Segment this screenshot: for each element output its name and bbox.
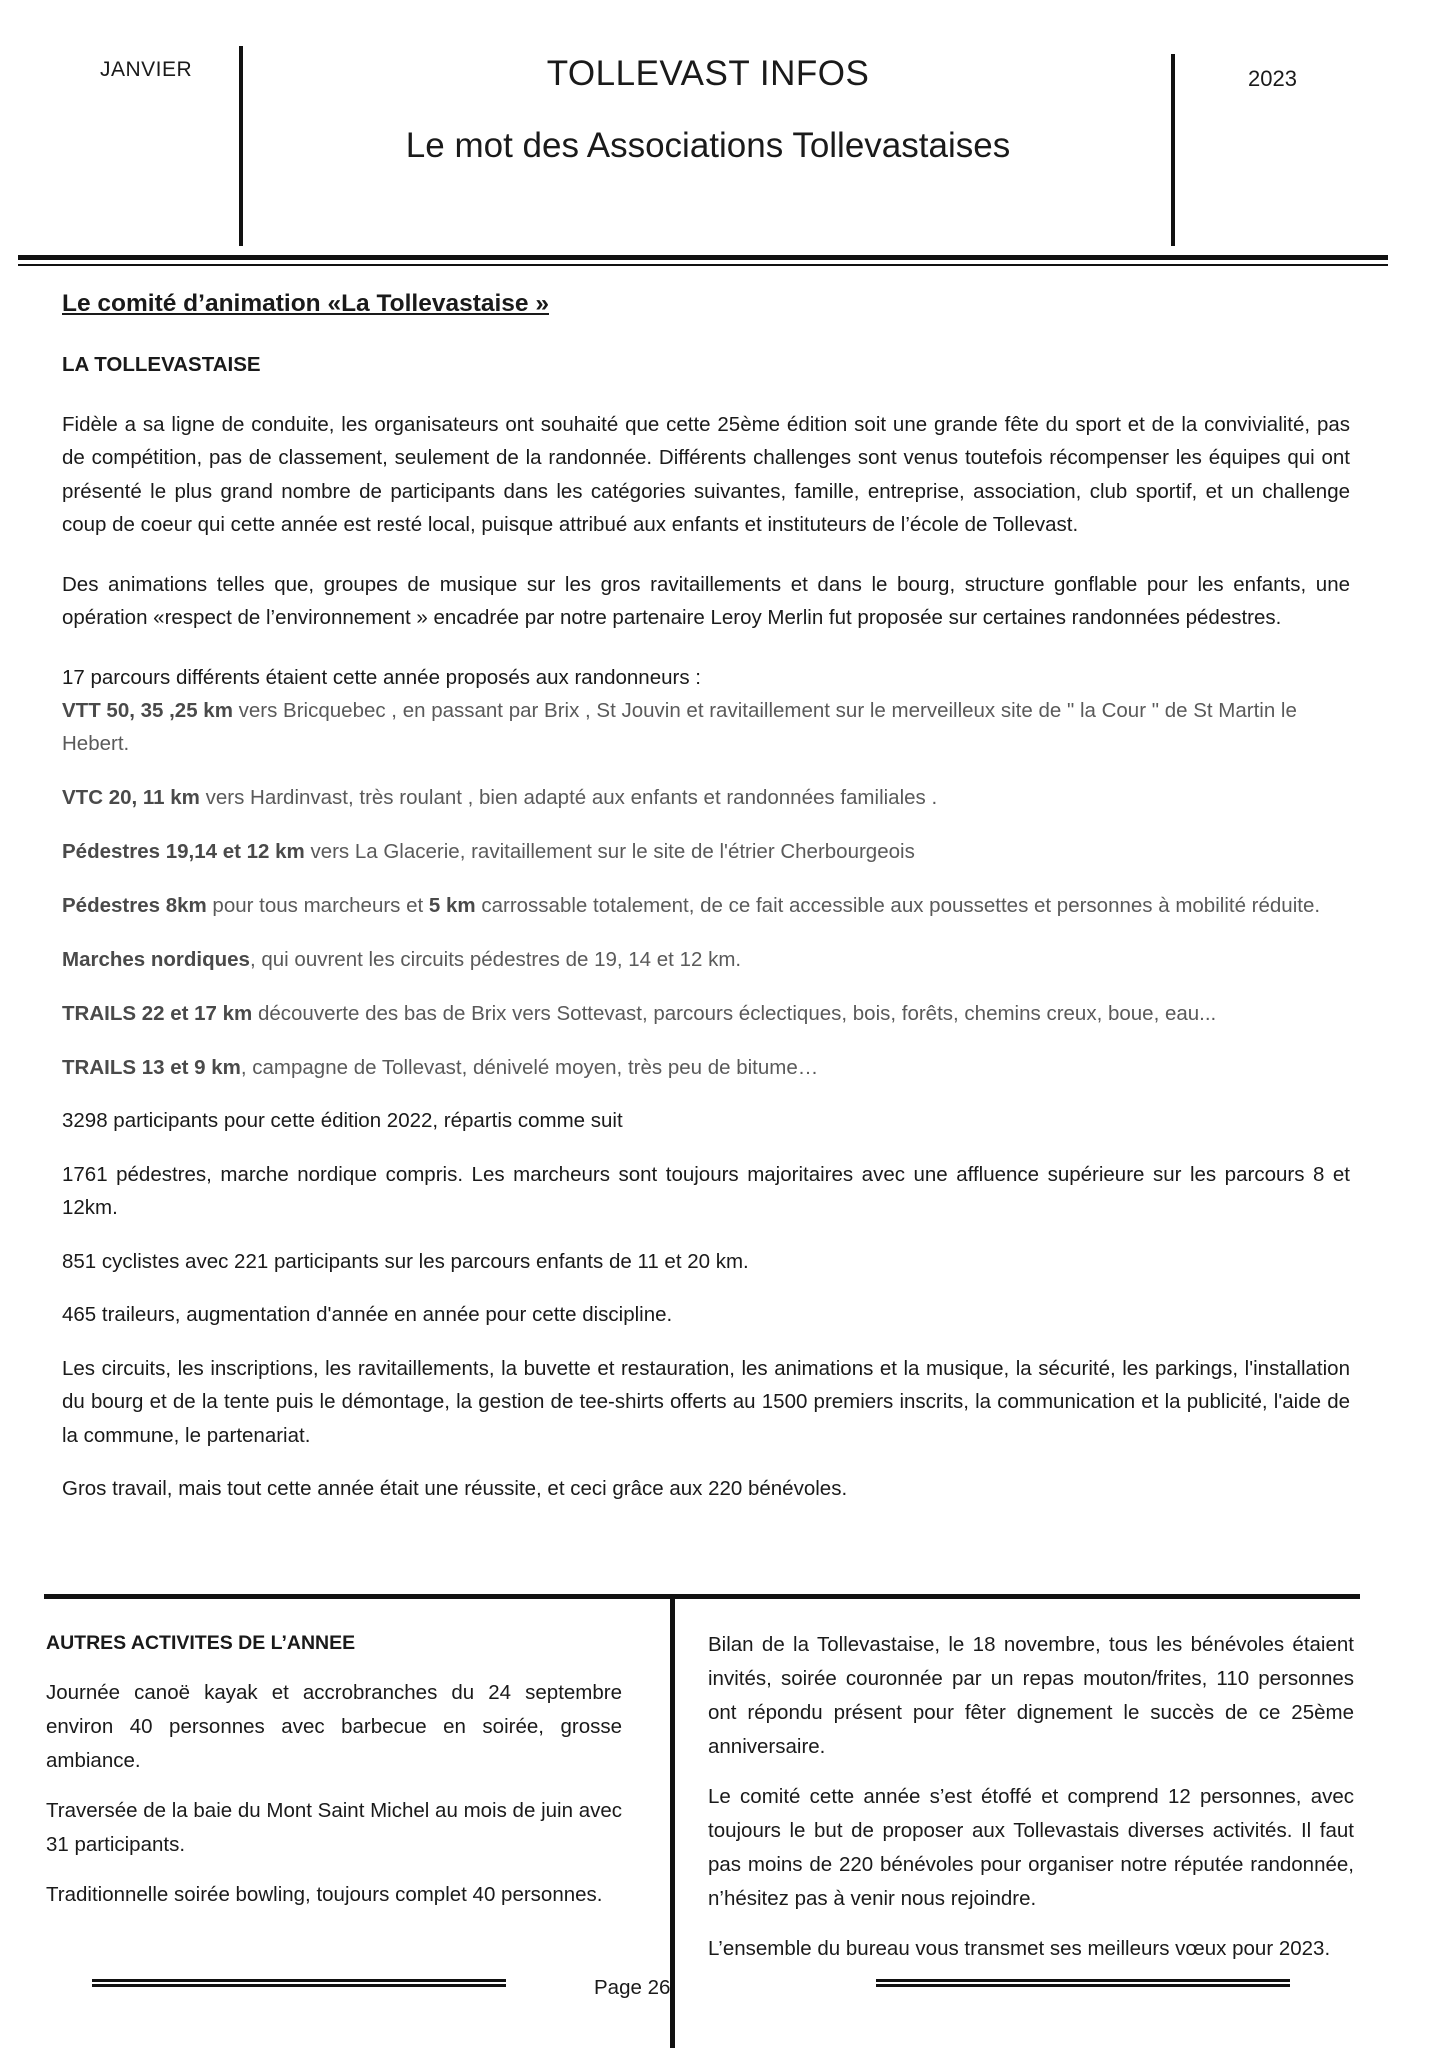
page-title: TOLLEVAST INFOS: [546, 54, 870, 93]
article-paragraph: Des animations telles que, groupes de musique sur les gros ravitaillements et dans le bourg, structure gonflable pour les enfants, une opération «respect de l’environnement » encadrée par notre partenaire Leroy Merlin fut proposée sur certaines randonnées pédestres.: [62, 572, 1350, 629]
page-number: Page 26: [594, 1976, 671, 1999]
route-item: [62, 694, 1350, 760]
route-desc: carrossable totalement, de ce fait accessible aux poussettes et personnes à mobilité réduite.: [475, 894, 1321, 917]
route-item: [62, 781, 1350, 814]
route-item: [62, 1051, 1350, 1084]
stats-paragraph: 465 traileurs, augmentation d'année en année pour cette discipline.: [62, 1303, 673, 1326]
stats-paragraph: 3298 participants pour cette édition 2022, répartis comme suit: [62, 1109, 623, 1132]
stats-paragraph: 1761 pédestres, marche nordique compris. Les marcheurs sont toujours majoritaires avec une affluence supérieure sur les parcours 8 et 12km.: [62, 1162, 1350, 1219]
stats-paragraph: Gros travail, mais tout cette année était une réussite, et ceci grâce aux 220 bénévoles.: [62, 1477, 848, 1500]
route-desc: vers Hardinvast, très roulant , bien adapté aux enfants et randonnées familiales .: [199, 786, 938, 809]
route-item: [62, 889, 1350, 922]
article: [62, 286, 1350, 1506]
article-title: Le comité d’animation «La Tollevastaise »: [62, 290, 549, 317]
route-name: 5 km: [428, 894, 476, 917]
left-column-heading: AUTRES ACTIVITES DE L’ANNEE: [46, 1632, 356, 1654]
article-subtitle: LA TOLLEVASTAISE: [62, 353, 261, 376]
header-rule: [18, 255, 1388, 260]
route-item: [62, 835, 1350, 868]
route-item: [62, 997, 1350, 1030]
activity-item: Journée canoë kayak et accrobranches du 24 septembre environ 40 personnes avec barbecue en soirée, grosse ambiance.: [46, 1681, 622, 1772]
page-subtitle: Le mot des Associations Tollevastaises: [405, 126, 1011, 165]
header-rule-thin: [18, 264, 1388, 266]
route-name: Marches nordiques: [62, 948, 250, 971]
header-year: 2023: [1248, 66, 1297, 91]
route-desc: vers Bricquebec , en passant par Brix , St Jouvin et ravitaillement sur le merveilleux site de " la Cour " de St Martin le Hebert.: [62, 699, 1297, 755]
route-item: [62, 943, 1350, 976]
bureau-item: L’ensemble du bureau vous transmet ses meilleurs vœux pour 2023.: [708, 1937, 1331, 1960]
route-desc: , campagne de Tollevast, dénivelé moyen, très peu de bitume…: [240, 1056, 819, 1079]
footer-rule-right: [876, 1979, 1290, 1987]
route-desc: vers La Glacerie, ravitaillement sur le site de l'étrier Cherbourgeois: [304, 840, 915, 863]
left-column: [46, 1626, 622, 1912]
route-desc: découverte des bas de Brix vers Sottevast, parcours éclectiques, bois, forêts, chemins creux, boue, eau...: [252, 1002, 1217, 1025]
route-desc: pour tous marcheurs et: [206, 894, 429, 917]
route-name: TRAILS 13 et 9 km: [62, 1056, 241, 1079]
stats-paragraph: Les circuits, les inscriptions, les ravitaillements, la buvette et restauration, les animations et la musique, la sécurité, les parkings, l'installation du bourg et de la tente puis le démontage, la gestion de tee-shirts offerts au 1500 premiers inscrits, la communication et la publicité, l'aide de la commune, le partenariat.: [62, 1356, 1350, 1447]
routes-intro: 17 parcours différents étaient cette année proposés aux randonneurs :: [62, 665, 701, 689]
section-divider: [44, 1594, 1360, 1599]
bureau-item: Bilan de la Tollevastaise, le 18 novembre, tous les bénévoles étaient invités, soirée couronnée par un repas mouton/frites, 110 personnes ont répondu présent pour fêter dignement le succès de ce 25ème anniversaire.: [708, 1633, 1354, 1758]
route-name: VTC 20, 11 km: [62, 786, 200, 809]
header-divider-right: [1171, 54, 1175, 246]
header-month: JANVIER: [100, 58, 193, 81]
article-paragraph: Fidèle a sa ligne de conduite, les organisateurs ont souhaité que cette 25ème édition soit une grande fête du sport et de la convivialité, pas de compétition, pas de classement, seulement de la randonnée. Différents challenges sont venus toutefois récompenser les équipes qui ont présenté le plus grand nombre de participants dans les catégories suivantes, famille, entreprise, association, club sportif, et un challenge coup de coeur qui cette année est resté local, puisque attribué aux enfants et instituteurs de l’école de Tollevast.: [62, 412, 1350, 536]
footer-rule-left: [92, 1979, 506, 1987]
stats-paragraph: 851 cyclistes avec 221 participants sur les parcours enfants de 11 et 20 km.: [62, 1249, 749, 1273]
route-name: Pédestres 8km: [62, 894, 207, 917]
right-column: [708, 1628, 1354, 1966]
route-name: VTT 50, 35 ,25 km: [62, 699, 233, 722]
route-name: TRAILS 22 et 17 km: [62, 1002, 253, 1025]
route-desc: , qui ouvrent les circuits pédestres de 19, 14 et 12 km.: [249, 948, 742, 971]
route-name: Pédestres 19,14 et 12 km: [62, 840, 305, 863]
activity-item: Traditionnelle soirée bowling, toujours complet 40 personnes.: [46, 1883, 603, 1906]
activity-item: Traversée de la baie du Mont Saint Michel au mois de juin avec 31 participants.: [46, 1799, 622, 1856]
bureau-item: Le comité cette année s’est étoffé et comprend 12 personnes, avec toujours le but de proposer aux Tollevastais diverses activités. Il faut pas moins de 220 bénévoles pour organiser notre réputée randonnée, n’hésitez pas à venir nous rejoindre.: [708, 1785, 1354, 1910]
column-divider: [670, 1599, 675, 2048]
